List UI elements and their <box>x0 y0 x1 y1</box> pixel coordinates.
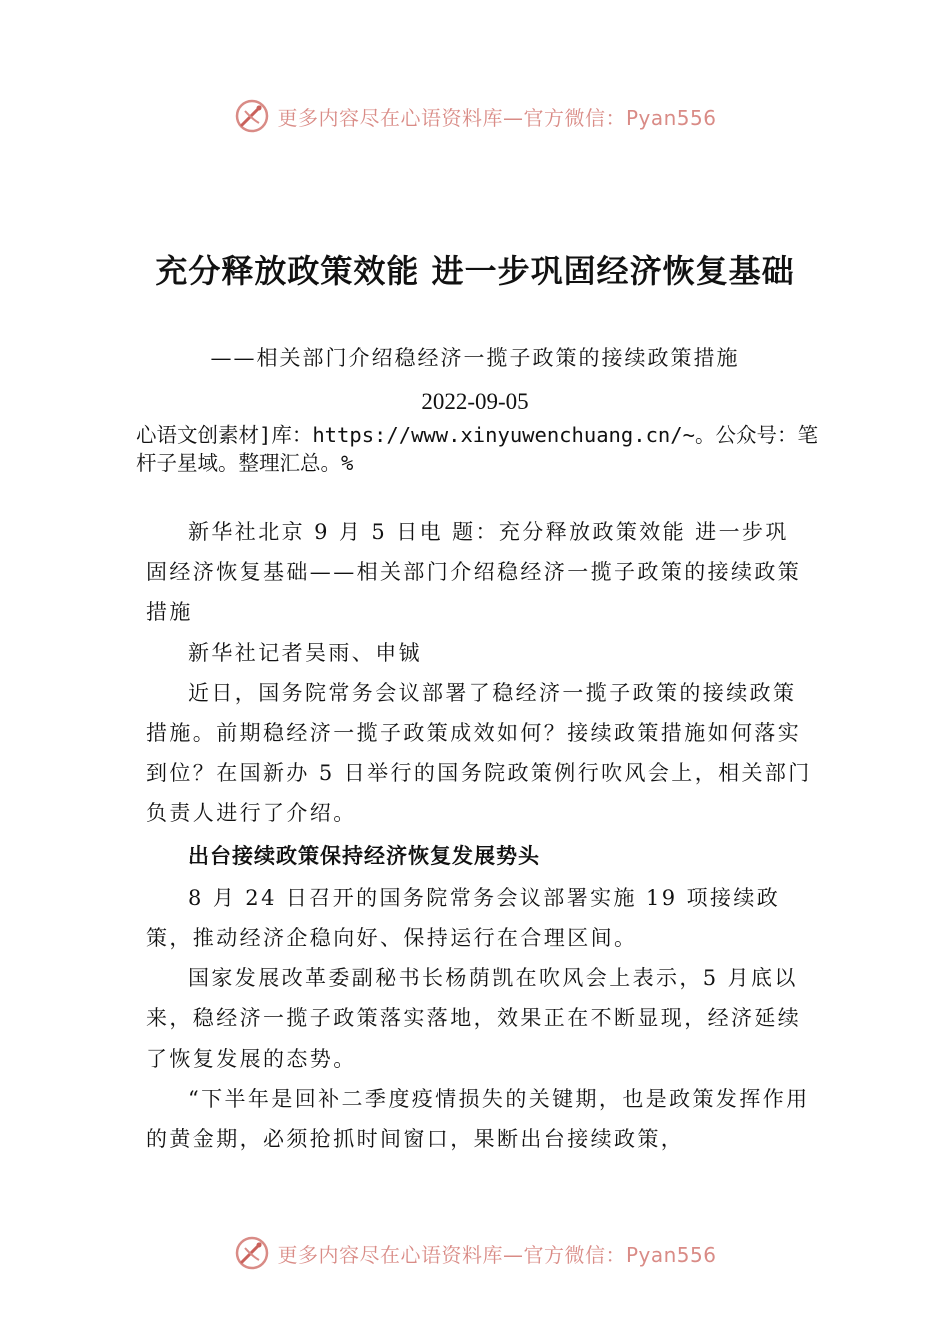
document-date: 2022-09-05 <box>421 389 529 414</box>
pen-seal-icon <box>233 1234 271 1272</box>
paragraph: 8 月 24 日召开的国务院常务会议部署实施 19 项接续政策，推动经济企稳向好、保持运行在合理区间。 <box>146 885 781 951</box>
paragraph: 新华社北京 9 月 5 日电 题：充分释放政策效能 进一步巩固经济恢复基础——相关部门介绍稳经济一揽子政策的接续政策措施 <box>146 520 802 625</box>
document-subtitle: ——相关部门介绍稳经济一揽子政策的接续政策措施 <box>210 346 740 370</box>
header-banner <box>0 96 950 136</box>
footer-banner <box>0 1233 950 1273</box>
section-heading: 出台接续政策保持经济恢复发展势头 <box>188 843 540 868</box>
paragraph: 国家发展改革委副秘书长杨荫凯在吹风会上表示，5 月底以来，稳经济一揽子政策落实落地，效果正在不断显现，经济延续了恢复发展的态势。 <box>146 966 802 1071</box>
document-title: 充分释放政策效能 进一步巩固经济恢复基础 <box>155 252 795 290</box>
banner-text: 更多内容尽在心语资料库—官方微信：Pyan556 <box>277 105 717 130</box>
paragraph: 新华社记者吴雨、申铖 <box>188 640 422 665</box>
pen-seal-icon <box>233 97 271 135</box>
banner-text: 更多内容尽在心语资料库—官方微信：Pyan556 <box>277 1242 717 1267</box>
source-note: 心语文创素材]库：https://www.xinyuwenchuang.cn/~。公众号：笔杆子星域。整理汇总。% <box>136 423 818 475</box>
paragraph: 近日，国务院常务会议部署了稳经济一揽子政策的接续政策措施。前期稳经济一揽子政策成效如何？接续政策措施如何落实到位？在国新办 5 日举行的国务院政策例行吹风会上，相关部门负责人进行了介绍。 <box>146 680 812 826</box>
paragraph: “下半年是回补二季度疫情损失的关键期，也是政策发挥作用的黄金期，必须抢抓时间窗口，果断出台接续政策， <box>146 1086 810 1152</box>
article-body <box>146 512 812 1159</box>
